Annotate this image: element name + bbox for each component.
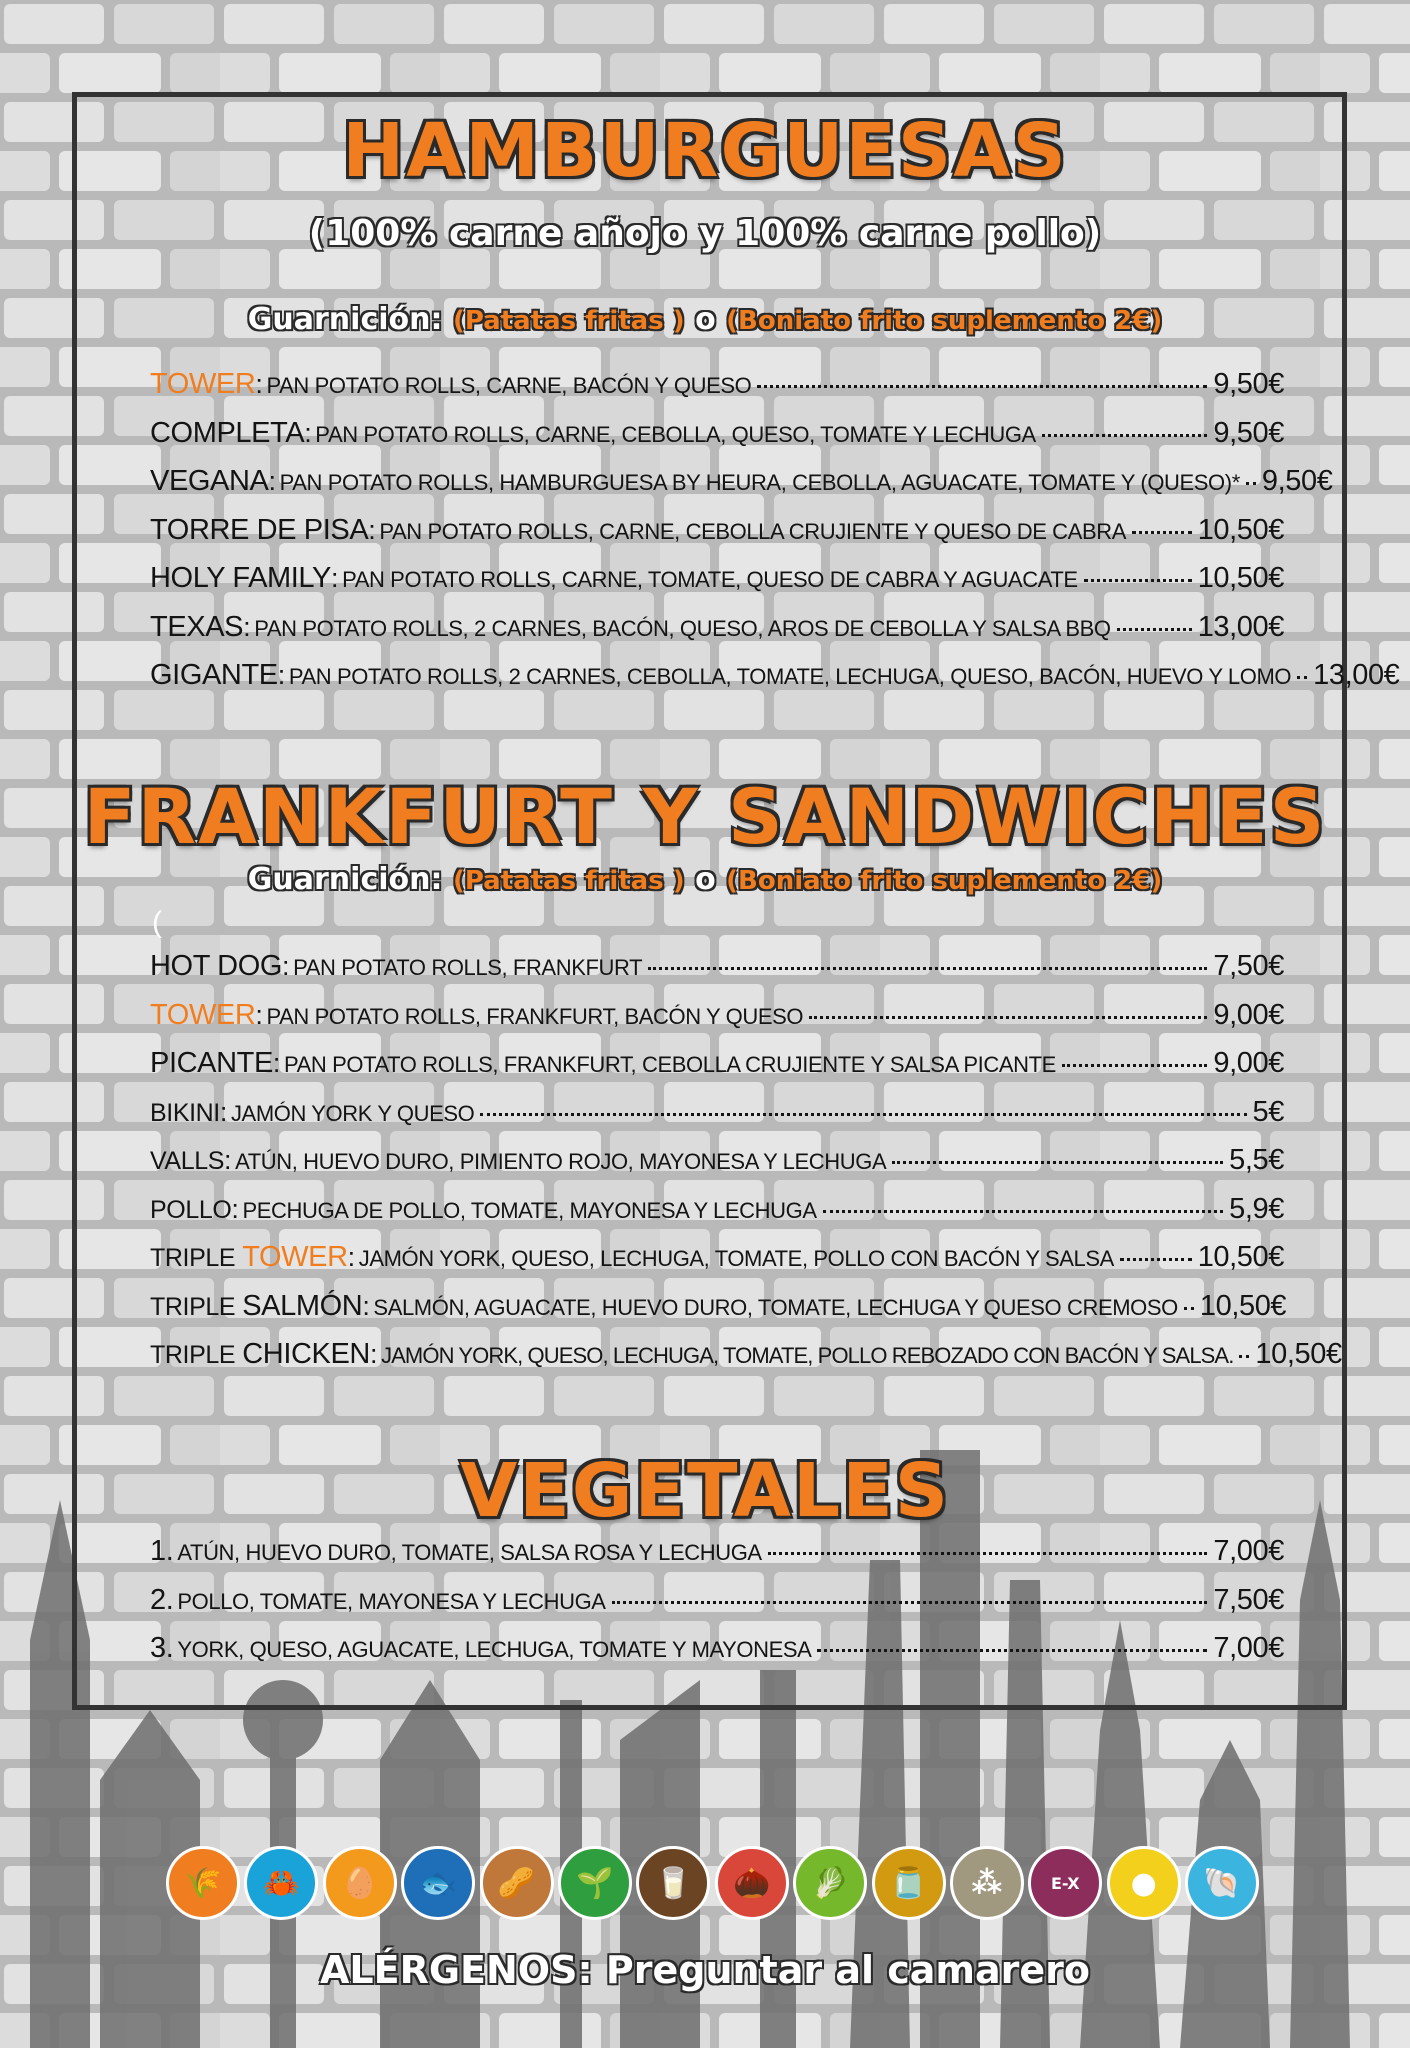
lupin-glyph: ●: [1130, 1865, 1157, 1901]
item-price: 9,50€: [1261, 465, 1333, 497]
dot-leader: [809, 1016, 1207, 1019]
menu-item: TRIPLE SALMÓN : SALMÓN, AGUACATE, HUEVO DURO, TOMATE, LECHUGA Y QUESO CREMOSO 10,50€: [150, 1289, 1287, 1322]
item-price: 9,50€: [1213, 416, 1284, 449]
mollusc-glyph: 🐚: [1203, 1865, 1241, 1901]
item-description: PAN POTATO ROLLS, FRANKFURT: [293, 955, 643, 980]
menu-item: TRIPLE CHICKEN : JAMÓN YORK, QUESO, LECHUGA, TOMATE, POLLO REBOZADO CON BACÓN Y SALSA. 10,50€: [150, 1338, 1342, 1370]
item-number: 2.: [150, 1583, 174, 1616]
menu-item: PICANTE : PAN POTATO ROLLS, FRANKFURT, CEBOLLA CRUJIENTE Y SALSA PICANTE 9,00€: [150, 1047, 1284, 1079]
menu-item: HOT DOG : PAN POTATO ROLLS, FRANKFURT 7,50€: [150, 950, 1284, 982]
garnish-option-fries: (Patatas fritas ): [452, 306, 685, 336]
frankfurt-garnish: [0, 862, 1410, 897]
celery-glyph: 🥬: [811, 1865, 849, 1901]
dot-leader: [768, 1552, 1208, 1555]
peanut-icon: [480, 1846, 554, 1920]
item-description: PAN POTATO ROLLS, CARNE, BACÓN Y QUESO: [266, 373, 752, 398]
nuts-icon: [715, 1846, 789, 1920]
dot-leader: [1184, 1307, 1194, 1310]
item-description: ATÚN, HUEVO DURO, PIMIENTO ROJO, MAYONESA Y LECHUGA: [235, 1149, 887, 1174]
dot-leader: [1297, 676, 1307, 679]
dot-leader: [1042, 434, 1208, 437]
item-name: HOLY FAMILY: [150, 562, 331, 594]
crustacean-icon: [244, 1846, 318, 1920]
item-description: PAN POTATO ROLLS, CARNE, TOMATE, QUESO DE CABRA Y AGUACATE: [342, 567, 1078, 592]
menu-item: TRIPLE TOWER : JAMÓN YORK, QUESO, LECHUGA, TOMATE, POLLO CON BACÓN Y SALSA 10,50€: [150, 1241, 1284, 1273]
item-description: PAN POTATO ROLLS, FRANKFURT, CEBOLLA CRUJIENTE Y SALSA PICANTE: [284, 1052, 1056, 1077]
item-name: VEGANA: [150, 465, 269, 497]
garnish-label: Guarnición:: [247, 862, 443, 897]
item-description: PAN POTATO ROLLS, CARNE, CEBOLLA, QUESO, TOMATE Y LECHUGA: [315, 421, 1036, 447]
frankfurt-list: [150, 950, 1342, 1387]
dot-leader: [1062, 1064, 1208, 1067]
dot-leader: [1132, 531, 1192, 534]
allergens-notice: ALÉRGENOS: Preguntar al camarero: [319, 1948, 1090, 1992]
item-price: 10,50€: [1255, 1338, 1342, 1370]
item-description: PAN POTATO ROLLS, 2 CARNES, BACÓN, QUESO, AROS DE CEBOLLA Y SALSA BBQ: [254, 615, 1111, 641]
sulphites-icon: [1028, 1846, 1102, 1920]
item-price: 7,00€: [1213, 1632, 1284, 1664]
menu-item: [150, 1535, 1284, 1584]
menu-item: TOWER : PAN POTATO ROLLS, CARNE, BACÓN Y QUESO 9,50€: [150, 368, 1284, 400]
item-name: TOWER: [242, 1241, 348, 1273]
item-description: JAMÓN YORK, QUESO, LECHUGA, TOMATE, POLLO REBOZADO CON BACÓN Y SALSA.: [381, 1343, 1234, 1368]
menu-item: VALLS : ATÚN, HUEVO DURO, PIMIENTO ROJO, MAYONESA Y LECHUGA 5,5€: [150, 1144, 1284, 1176]
item-name: VALLS: [150, 1147, 224, 1175]
celery-icon: [793, 1846, 867, 1920]
menu-item: [150, 1584, 1284, 1633]
garnish-option-sweet-potato: (Boniato frito suplemento 2€): [726, 866, 1163, 896]
gluten-glyph: 🌾: [184, 1865, 222, 1901]
item-price: 9,00€: [1213, 1047, 1284, 1079]
mustard-icon: [872, 1846, 946, 1920]
item-number: 3.: [150, 1632, 174, 1664]
hamburguesas-garnish: [0, 302, 1410, 337]
mollusc-icon: [1185, 1846, 1259, 1920]
soy-icon: [558, 1846, 632, 1920]
item-price: 7,50€: [1213, 950, 1284, 982]
menu-item: TORRE DE PISA : PAN POTATO ROLLS, CARNE, CEBOLLA CRUJIENTE Y QUESO DE CABRA 10,50€: [150, 513, 1284, 546]
item-price: 10,50€: [1197, 562, 1284, 594]
item-description: ATÚN, HUEVO DURO, TOMATE, SALSA ROSA Y LECHUGA: [177, 1540, 762, 1565]
menu-item: [150, 1632, 1284, 1681]
menu-item: GIGANTE : PAN POTATO ROLLS, 2 CARNES, CEBOLLA, TOMATE, LECHUGA, QUESO, BACÓN, HUEVO Y LOMO 13,00€: [150, 659, 1400, 691]
section-title-frankfurt: FRANKFURT Y SANDWICHES: [83, 772, 1327, 861]
item-description: PAN POTATO ROLLS, CARNE, CEBOLLA CRUJIENTE Y QUESO DE CABRA: [379, 518, 1126, 544]
item-name-prefix: TRIPLE: [150, 1341, 236, 1369]
item-price: 10,50€: [1197, 1241, 1284, 1273]
soy-glyph: 🌱: [576, 1865, 614, 1901]
sesame-glyph: ⁂: [971, 1865, 1003, 1901]
item-price: 9,00€: [1213, 998, 1284, 1031]
menu-item: POLLO : PECHUGA DE POLLO, TOMATE, MAYONESA Y LECHUGA 5,9€: [150, 1192, 1284, 1225]
menu-item: COMPLETA : PAN POTATO ROLLS, CARNE, CEBOLLA, QUESO, TOMATE Y LECHUGA 9,50€: [150, 416, 1284, 449]
item-name: TOWER: [150, 368, 256, 400]
dot-leader: [612, 1601, 1208, 1604]
item-price: 10,50€: [1199, 1289, 1287, 1322]
item-name: COMPLETA: [150, 416, 305, 449]
dot-leader: [648, 967, 1207, 970]
item-name: HOT DOG: [150, 950, 283, 982]
menu-item: VEGANA : PAN POTATO ROLLS, HAMBURGUESA BY HEURA, CEBOLLA, AGUACATE, TOMATE Y (QUESO)* 9,50€: [150, 465, 1333, 497]
egg-glyph: 🥚: [341, 1865, 379, 1901]
dot-leader: [1120, 1258, 1192, 1261]
mustard-glyph: 🫙: [889, 1865, 928, 1901]
item-description: PAN POTATO ROLLS, 2 CARNES, CEBOLLA, TOMATE, LECHUGA, QUESO, BACÓN, HUEVO Y LOMO: [288, 664, 1292, 689]
section-title-vegetales: VEGETALES: [459, 1448, 951, 1534]
menu-item: TOWER : PAN POTATO ROLLS, FRANKFURT, BACÓN Y QUESO 9,00€: [150, 998, 1284, 1031]
item-price: 10,50€: [1197, 513, 1284, 546]
item-description: PAN POTATO ROLLS, HAMBURGUESA BY HEURA, CEBOLLA, AGUACATE, TOMATE Y (QUESO)*: [279, 470, 1240, 495]
item-name: POLLO: [150, 1195, 232, 1224]
dot-leader: [1239, 1355, 1249, 1358]
milk-icon: [636, 1846, 710, 1920]
fish-icon: [401, 1846, 475, 1920]
stray-parenthesis: (: [152, 906, 162, 939]
item-description: PAN POTATO ROLLS, FRANKFURT, BACÓN Y QUESO: [266, 1003, 804, 1029]
item-description: POLLO, TOMATE, MAYONESA Y LECHUGA: [177, 1588, 606, 1614]
item-name: GIGANTE: [150, 659, 278, 691]
dot-leader: [480, 1113, 1246, 1116]
item-price: 9,50€: [1213, 368, 1284, 400]
item-name: PICANTE: [150, 1047, 273, 1079]
item-name-prefix: TRIPLE: [150, 1292, 236, 1321]
egg-icon: [323, 1846, 397, 1920]
sulphites-glyph: E-X: [1050, 1873, 1080, 1893]
garnish-label: Guarnición:: [247, 302, 443, 337]
peanut-glyph: 🥜: [497, 1865, 536, 1901]
item-name: TORRE DE PISA: [150, 513, 369, 546]
item-description: PECHUGA DE POLLO, TOMATE, MAYONESA Y LECHUGA: [242, 1197, 817, 1223]
menu-item: HOLY FAMILY : PAN POTATO ROLLS, CARNE, TOMATE, QUESO DE CABRA Y AGUACATE 10,50€: [150, 562, 1284, 594]
item-price: 7,50€: [1213, 1583, 1284, 1616]
item-price: 7,00€: [1213, 1535, 1284, 1567]
dot-leader: [757, 385, 1207, 388]
item-price: 13,00€: [1313, 659, 1400, 691]
hamburguesas-list: [150, 368, 1400, 708]
item-name: CHICKEN: [242, 1338, 370, 1370]
section-title-hamburguesas: HAMBURGUESAS: [342, 108, 1068, 194]
item-description: JAMÓN YORK, QUESO, LECHUGA, TOMATE, POLLO CON BACÓN Y SALSA: [358, 1246, 1114, 1271]
sesame-icon: [950, 1846, 1024, 1920]
fish-glyph: 🐟: [419, 1865, 457, 1901]
vegetales-list: [150, 1535, 1284, 1681]
item-description: SALMÓN, AGUACATE, HUEVO DURO, TOMATE, LECHUGA Y QUESO CREMOSO: [373, 1294, 1178, 1320]
allergen-icons: [166, 1846, 1266, 1928]
dot-leader: [1117, 628, 1192, 631]
crustacean-glyph: 🦀: [262, 1865, 301, 1901]
dot-leader: [892, 1161, 1223, 1164]
dot-leader: [823, 1210, 1224, 1213]
item-number: 1.: [150, 1535, 174, 1567]
item-description: JAMÓN YORK Y QUESO: [230, 1100, 475, 1126]
menu-item: BIKINI : JAMÓN YORK Y QUESO 5€: [150, 1095, 1284, 1128]
garnish-option-fries: (Patatas fritas ): [452, 866, 685, 896]
item-name: TOWER: [150, 998, 256, 1031]
item-price: 13,00€: [1197, 610, 1284, 643]
item-description: YORK, QUESO, AGUACATE, LECHUGA, TOMATE Y MAYONESA: [177, 1637, 812, 1662]
garnish-or: o: [695, 302, 716, 337]
garnish-or: o: [695, 862, 716, 897]
milk-glyph: 🥛: [654, 1865, 693, 1901]
lupin-icon: [1107, 1846, 1181, 1920]
item-name: SALMÓN: [242, 1289, 363, 1322]
item-price: 5,9€: [1229, 1192, 1284, 1225]
item-name: TEXAS: [150, 610, 244, 643]
dot-leader: [1084, 579, 1192, 582]
dot-leader: [817, 1649, 1207, 1652]
item-price: 5,5€: [1229, 1144, 1284, 1176]
item-name-prefix: TRIPLE: [150, 1244, 236, 1272]
dot-leader: [1246, 482, 1256, 485]
item-name: BIKINI: [150, 1098, 220, 1127]
menu-item: TEXAS : PAN POTATO ROLLS, 2 CARNES, BACÓN, QUESO, AROS DE CEBOLLA Y SALSA BBQ 13,00€: [150, 610, 1284, 643]
garnish-option-sweet-potato: (Boniato frito suplemento 2€): [726, 306, 1163, 336]
nuts-glyph: 🌰: [733, 1865, 771, 1901]
gluten-icon: [166, 1846, 240, 1920]
hamburguesas-subtitle: (100% carne añojo y 100% carne pollo): [308, 213, 1102, 254]
item-price: 5€: [1252, 1095, 1284, 1128]
